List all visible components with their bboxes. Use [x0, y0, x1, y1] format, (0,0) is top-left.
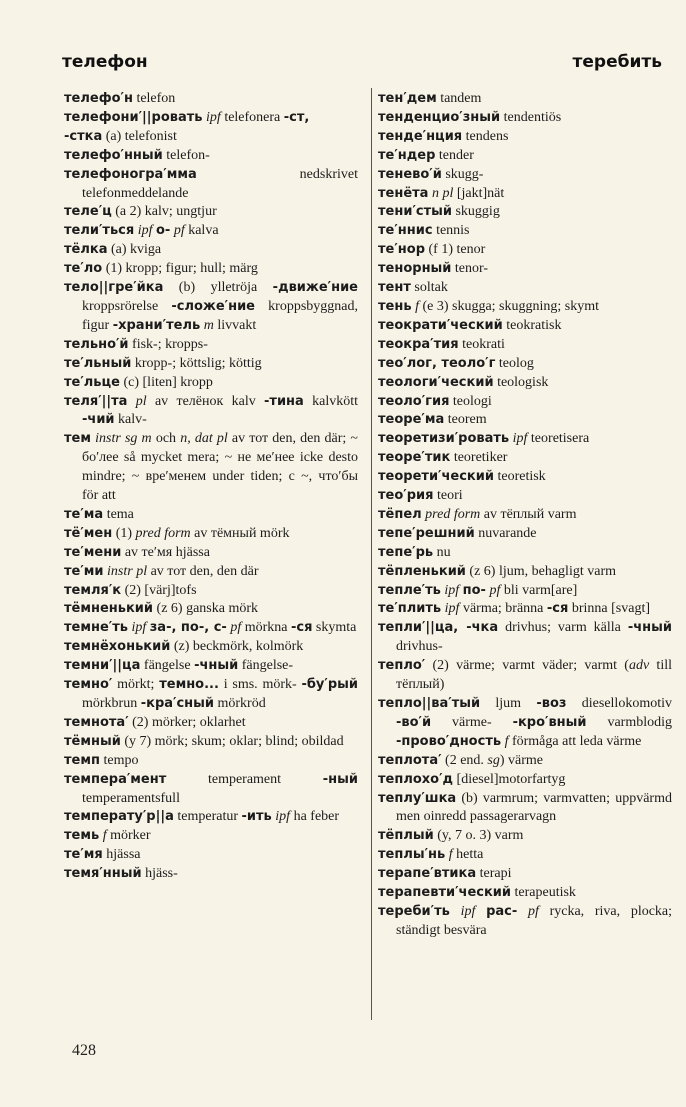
definition-text: (2) [värj]tofs — [121, 582, 197, 598]
definition-text: (1) kropp; figur; hull; märg — [102, 261, 258, 277]
grammar-label: instr sg m — [95, 431, 152, 447]
definition-text: fisk-; kropps- — [128, 336, 208, 352]
headword: те′ннис — [378, 223, 433, 239]
dictionary-entry — [378, 790, 672, 828]
headword: теплохо′д — [378, 771, 454, 787]
headword: тепло′ — [378, 658, 426, 674]
headword: телефони′||ровать — [64, 109, 203, 125]
definition-text: teokrati — [458, 336, 505, 352]
headword: тем — [64, 431, 91, 447]
headword: -сложе′ние — [171, 298, 256, 314]
definition-text: hjässa — [102, 847, 141, 863]
headword: рас- — [486, 903, 518, 919]
headword: темнота′ — [64, 714, 129, 730]
headword: теплота′ — [378, 752, 442, 768]
definition-text: mörkröd — [214, 696, 266, 711]
headword: тени′стый — [378, 204, 452, 220]
definition-text: terapi — [476, 866, 512, 882]
definition-text: värme- — [431, 714, 513, 730]
headword: -воз — [536, 696, 567, 711]
dictionary-entry — [64, 374, 358, 393]
definition-text: teokratisk — [502, 317, 562, 333]
headword: темно′ — [64, 677, 113, 693]
dictionary-entry — [64, 222, 358, 241]
grammar-label: ipf — [460, 903, 476, 919]
headword: за-, по-, с- — [149, 620, 227, 636]
definition-text: (a 2) kalv; ungtjur — [111, 204, 217, 220]
dictionary-entry — [64, 544, 358, 563]
headword: теле′ц — [64, 204, 112, 220]
definition-text: av тёмный mörk — [190, 525, 290, 541]
definition-text: nedskrivet telefonmeddelande — [82, 166, 358, 201]
definition-text: (2) värme; varmt väder; varmt ( — [425, 658, 629, 674]
grammar-label: ipf — [275, 809, 291, 825]
headword: теологи′ческий — [378, 374, 494, 390]
definition-text: teologi — [449, 393, 492, 409]
definition-text: (b) ylletröja — [163, 280, 273, 296]
definition-text: teoretisk — [493, 469, 546, 485]
headword: тёмный — [64, 733, 121, 749]
headword: те′нор — [378, 242, 425, 258]
headword: -ст, — [283, 109, 310, 125]
headword: темя′нный — [64, 866, 142, 882]
dictionary-entry — [378, 582, 672, 601]
headword: тереби′ть — [378, 903, 450, 919]
definition-text: (b) varmrum; varmvatten; uppvärmd men oinredd passagerarvagn — [396, 790, 672, 825]
definition-text: telefonera — [220, 109, 284, 125]
dictionary-entry — [378, 203, 672, 222]
headword: темь — [64, 828, 100, 844]
definition-text: tendens — [462, 128, 509, 144]
definition-text: av тот den, den där — [147, 563, 259, 579]
column-divider — [371, 88, 372, 1020]
grammar-label: n, dat pl — [180, 431, 228, 447]
definition-text: teolog — [495, 355, 534, 371]
grammar-label: f — [102, 828, 107, 844]
dictionary-entry — [64, 506, 358, 525]
dictionary-entry — [378, 752, 672, 771]
headword: тели′ться — [64, 223, 135, 239]
definition-text: nuvarande — [474, 525, 537, 541]
definition-text: temperatur — [173, 809, 242, 825]
dictionary-entry — [64, 827, 358, 846]
definition-text: kalv- — [114, 412, 147, 428]
grammar-label: pf — [489, 582, 501, 598]
definition-text: varmblodig — [586, 714, 672, 730]
definition-text — [127, 394, 135, 409]
dictionary-entry — [378, 374, 672, 393]
headword: те′ма — [64, 506, 104, 522]
definition-text: soltak — [410, 280, 448, 296]
headword: темпера′мент — [64, 771, 167, 787]
headword: теорети′ческий — [378, 469, 494, 485]
headword: те′ло — [64, 261, 103, 277]
grammar-label: ipf — [512, 431, 528, 447]
headword: те′ми — [64, 563, 104, 579]
dictionary-entry — [378, 449, 672, 468]
headword: тенево′й — [378, 166, 442, 182]
grammar-label: ipf — [444, 601, 460, 617]
headword: теокра′тия — [378, 336, 459, 352]
definition-text: rycka, riva, plocka; ständigt besvära — [396, 903, 673, 938]
dictionary-entry — [378, 260, 672, 279]
dictionary-entry — [64, 657, 358, 676]
headword: тё′мен — [64, 525, 113, 541]
grammar-label: f — [415, 298, 419, 314]
definition-text: till тёплый) — [396, 658, 672, 693]
dictionary-entry — [378, 279, 672, 298]
dictionary-entry — [378, 241, 672, 260]
dictionary-entry — [378, 298, 672, 317]
definition-text: mörkna — [241, 620, 291, 636]
dictionary-entry — [378, 109, 672, 128]
headword: -прово′дность — [396, 733, 502, 749]
headword: -ный — [322, 771, 358, 787]
definition-text: ) värme — [499, 752, 544, 768]
dictionary-entry — [378, 525, 672, 544]
definition-text: (y 7) mörk; skum; oklar; blind; obildad — [120, 733, 344, 749]
dictionary-entry — [64, 638, 358, 657]
definition-text: brinna [svagt] — [568, 601, 651, 617]
headword: о- — [156, 223, 171, 239]
definition-text: (e 3) skugga; skuggning; skymt — [418, 298, 599, 314]
dictionary-entry — [64, 336, 358, 355]
definition-text: [jakt]nät — [453, 185, 505, 201]
definition-text: tennis — [432, 223, 470, 239]
dictionary-entry — [378, 506, 672, 525]
headword: теноpный — [378, 261, 452, 277]
headword: -во′й — [396, 714, 432, 730]
grammar-label: pf — [527, 903, 539, 919]
headword: тео′лог, теоло′г — [378, 355, 496, 371]
headword: -стка — [64, 128, 103, 144]
dictionary-entry — [378, 185, 672, 204]
dictionary-entry — [378, 884, 672, 903]
definition-text: (c) [liten] kropp — [119, 374, 213, 390]
dictionary-entry — [378, 827, 672, 846]
headword: те′мя — [64, 847, 103, 863]
headword: тенденцио′зный — [378, 109, 501, 125]
dictionary-entry — [64, 676, 358, 714]
running-head-right: теребить — [572, 52, 662, 72]
definition-text: av телёнок kalv — [146, 393, 265, 409]
dictionary-entry — [64, 147, 358, 166]
dictionary-entry — [64, 128, 358, 147]
headword: тень — [378, 298, 412, 314]
definition-text: tenor- — [451, 261, 489, 277]
definition-text: teoretisera — [527, 431, 590, 447]
grammar-label: pl — [135, 393, 147, 409]
dictionary-entry — [64, 241, 358, 260]
definition-text: ha feber — [290, 809, 340, 825]
dictionary-entry — [378, 411, 672, 430]
headword: тепли′||ца, -чка — [378, 620, 499, 636]
definition-text: (a) telefonist — [102, 128, 177, 144]
dictionary-entry — [64, 203, 358, 222]
grammar-label: m — [203, 317, 214, 333]
definition-text: mörkt; — [112, 677, 160, 693]
definition-text — [475, 904, 486, 919]
headword: температу′р||а — [64, 809, 174, 825]
definition-text: tender — [435, 147, 474, 163]
dictionary-entry — [64, 846, 358, 865]
definition-text: drivhus- — [396, 639, 443, 655]
dictionary-entry — [378, 865, 672, 884]
headword: тёплый — [378, 828, 434, 844]
headword: телефо′нный — [64, 147, 163, 163]
headword: теоре′тик — [378, 450, 451, 466]
running-head-left: телефон — [62, 52, 148, 72]
grammar-label: f — [448, 847, 453, 863]
definition-text: och — [151, 431, 181, 447]
headword: темни′||ца — [64, 658, 141, 674]
grammar-label: ipf — [206, 109, 221, 125]
dictionary-entry — [378, 563, 672, 582]
definition-text: (2) mörker; oklarhet — [128, 714, 246, 730]
grammar-label: ipf — [131, 620, 147, 636]
headword: тео′рия — [378, 488, 434, 504]
dictionary-entry — [378, 355, 672, 374]
definition-text: hetta — [452, 847, 484, 863]
grammar-label: sg — [487, 752, 500, 768]
headword: теократи′ческий — [378, 317, 503, 333]
headword: -бу′рый — [301, 677, 358, 693]
grammar-label: ipf — [137, 223, 153, 239]
grammar-label: pred form — [135, 525, 191, 541]
grammar-label: ipf — [444, 582, 460, 598]
headword: теоре′ма — [378, 412, 445, 428]
definition-text: i sms. mörk- — [218, 677, 302, 693]
headword: темп — [64, 752, 100, 768]
definition-text: hjäss- — [141, 866, 178, 882]
headword: теля′||та — [64, 393, 128, 409]
headword: -ся — [290, 620, 313, 636]
definition-text: tandem — [436, 91, 482, 106]
dictionary-entry — [378, 90, 672, 109]
dictionary-entry — [64, 582, 358, 601]
dictionary-entry — [378, 619, 672, 657]
definition-text: tempo — [99, 752, 139, 768]
dictionary-entry — [64, 109, 358, 128]
definition-text: skuggig — [451, 204, 500, 220]
definition-text: (a) kviga — [107, 242, 162, 258]
headword: -чный — [627, 620, 672, 636]
dictionary-entry — [378, 128, 672, 147]
dictionary-entry — [64, 563, 358, 582]
dictionary-entry — [378, 430, 672, 449]
definition-text: kalva — [184, 223, 219, 239]
headword: тент — [378, 280, 411, 296]
headword: -чный — [194, 658, 239, 674]
grammar-label: adv — [628, 658, 650, 674]
dictionary-entry — [64, 393, 358, 431]
headword: теплу′шка — [378, 790, 457, 806]
definition-text: kroppsrörelse — [82, 298, 172, 314]
definition-text: skugg- — [441, 166, 484, 182]
headword: те′мени — [64, 544, 122, 560]
headword: тепе′рь — [378, 544, 434, 560]
grammar-label: pf — [173, 223, 185, 239]
headword: темне′ть — [64, 620, 128, 636]
definition-text: temperamentsfull — [82, 790, 180, 806]
headword: по- — [462, 582, 486, 598]
definition-text: kalvkött — [303, 393, 358, 409]
definition-text — [517, 904, 528, 919]
headword: те′плить — [378, 601, 442, 617]
definition-text: drivhus; varm källa — [498, 620, 628, 636]
dictionary-entry — [64, 355, 358, 374]
definition-text: tendentiös — [500, 109, 562, 125]
definition-text: temperament — [166, 771, 323, 787]
dictionary-entry — [64, 865, 358, 884]
definition-text: nu — [433, 544, 451, 560]
definition-text: telefon — [132, 91, 176, 106]
headword: тепле′ть — [378, 582, 441, 598]
definition-text: mörkbrun — [82, 696, 141, 711]
dictionary-entry — [64, 260, 358, 279]
definition-text: värma; bränna — [459, 601, 547, 617]
headword: темно... — [159, 677, 219, 693]
definition-text: teologisk — [493, 374, 549, 390]
headword: телефо′н — [64, 91, 133, 106]
dictionary-entry — [64, 525, 358, 544]
definition-text: (2 end. — [441, 752, 488, 768]
grammar-label: pred form — [425, 506, 481, 522]
headword: -тина — [264, 393, 304, 409]
headword: -кра′сный — [140, 696, 214, 711]
headword: теоло′гия — [378, 393, 450, 409]
headword: терапевти′ческий — [378, 885, 512, 901]
definition-text: telefon- — [162, 147, 210, 163]
dictionary-entry — [378, 222, 672, 241]
headword: тёмненький — [64, 601, 154, 617]
dictionary-entry — [64, 619, 358, 638]
definition-text: ljum — [480, 696, 537, 711]
definition-text: (z 6) ljum, behagligt varm — [465, 563, 616, 579]
definition-text: bli varm[are] — [500, 582, 578, 598]
dictionary-entry — [378, 903, 672, 941]
headword: темнёхонький — [64, 639, 171, 655]
definition-text: fängelse — [140, 658, 195, 674]
dictionary-entry — [378, 317, 672, 336]
headword: тёлка — [64, 242, 108, 258]
definition-text: tema — [103, 506, 134, 522]
headword: те′ндер — [378, 147, 436, 163]
definition-text: mörker — [106, 828, 151, 844]
dictionary-entry — [378, 846, 672, 865]
headword: -кро′вный — [512, 714, 587, 730]
definition-text: (z) beckmörk, kolmörk — [170, 639, 304, 655]
grammar-label: instr pl — [107, 563, 148, 579]
definition-text: kroppsbyggnad, figur — [82, 298, 358, 333]
dictionary-entry — [64, 771, 358, 809]
dictionary-entry — [64, 600, 358, 619]
headword: тепло||ва′тый — [378, 696, 481, 711]
dictionary-entry — [64, 752, 358, 771]
dictionary-entry — [378, 487, 672, 506]
headword: -ить — [241, 809, 272, 825]
definition-text: fängelse- — [238, 658, 294, 674]
dictionary-entry — [378, 468, 672, 487]
headword: тельно′й — [64, 336, 129, 352]
definition-text: diesellokomotiv — [566, 696, 672, 711]
definition-text: (f 1) tenor — [425, 242, 486, 258]
page-number: 428 — [72, 1042, 96, 1059]
headword: терапе′втика — [378, 866, 477, 882]
definition-text: kropp-; köttslig; köttig — [131, 355, 262, 371]
dictionary-entry — [378, 657, 672, 695]
definition-text: teoretiker — [450, 450, 508, 466]
dictionary-entry — [378, 336, 672, 355]
dictionary-entry — [378, 393, 672, 412]
headword: тёпленький — [378, 563, 466, 579]
headword: тен′дем — [378, 91, 437, 106]
headword: тенде′нция — [378, 128, 463, 144]
headword: телефоногра′мма — [64, 166, 197, 182]
headword: -храни′тель — [112, 317, 201, 333]
definition-text: (y, 7 o. 3) varm — [433, 828, 524, 844]
definition-text: av те′мя hjässa — [121, 544, 210, 560]
definition-text: (1) — [112, 525, 136, 541]
definition-text: förmåga att leda värme — [508, 733, 642, 749]
dictionary-entry — [64, 808, 358, 827]
headword: теплы′нь — [378, 847, 446, 863]
dictionary-entry — [378, 544, 672, 563]
headword: тело||гре′йка — [64, 280, 164, 296]
dictionary-entry — [64, 166, 358, 204]
definition-text — [450, 904, 461, 919]
headword: те′льце — [64, 374, 120, 390]
definition-text: teori — [433, 488, 463, 504]
dictionary-entry — [64, 279, 358, 336]
dictionary-entry — [378, 147, 672, 166]
definition-text: skymta — [312, 620, 357, 636]
definition-text: (z 6) ganska mörk — [153, 601, 258, 617]
dictionary-entry — [378, 600, 672, 619]
headword: теоретизи′ровать — [378, 431, 510, 447]
right-column — [378, 90, 672, 941]
headword: те′льный — [64, 355, 132, 371]
headword: -ся — [546, 601, 569, 617]
headword: тенёта — [378, 185, 429, 201]
left-column — [64, 90, 358, 884]
headword: темля′к — [64, 582, 122, 598]
dictionary-entry — [378, 771, 672, 790]
headword: тепе′решний — [378, 525, 475, 541]
grammar-label: f — [504, 733, 509, 749]
dictionary-entry — [64, 733, 358, 752]
definition-text: livvakt — [213, 317, 257, 333]
grammar-label: n pl — [431, 185, 454, 201]
headword: -чий — [82, 412, 115, 428]
dictionary-entry — [64, 90, 358, 109]
definition-text: av тёплый varm — [480, 506, 577, 522]
grammar-label: pf — [230, 620, 242, 636]
headword: -движе′ние — [272, 280, 358, 296]
dictionary-entry — [378, 695, 672, 752]
definition-text: [diesel]motorfartyg — [453, 771, 566, 787]
dictionary-entry — [64, 714, 358, 733]
dictionary-entry — [64, 430, 358, 506]
headword: тёпел — [378, 506, 422, 522]
dictionary-entry — [378, 166, 672, 185]
definition-text: terapeutisk — [511, 885, 576, 901]
definition-text: av тот den, den där; ~ бо′лее så mycket mera; ~ не ме′нее icke desto mindre; ~ вре′менем under tiden; с ~, что′бы för att — [82, 431, 359, 504]
definition-text: teorem — [444, 412, 487, 428]
